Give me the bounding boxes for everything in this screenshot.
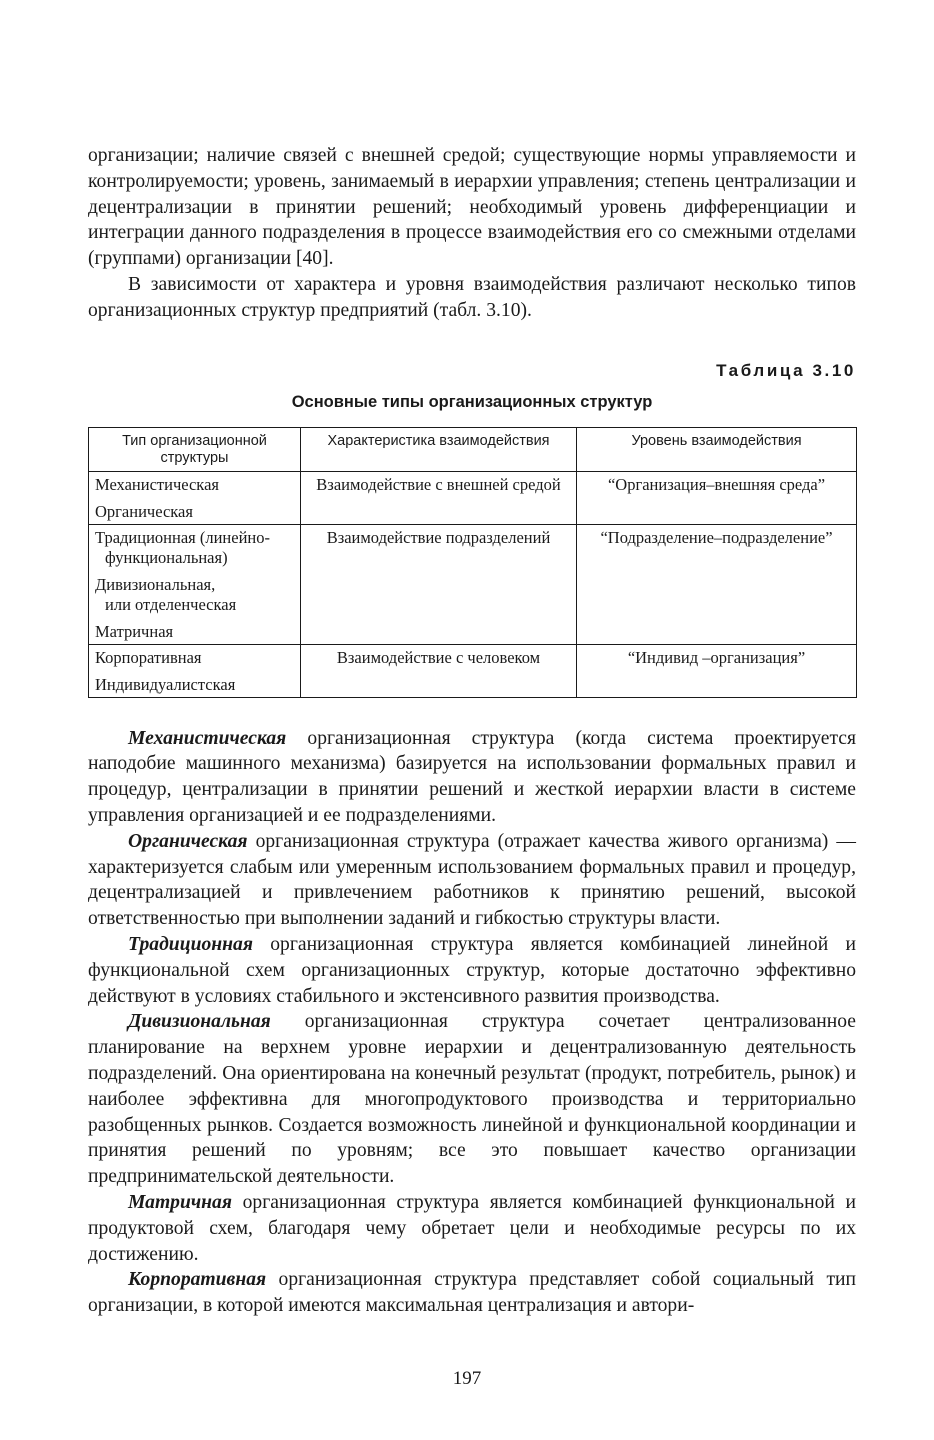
type-item <box>95 648 296 668</box>
type-cell <box>89 524 301 644</box>
type-name: Корпоративная <box>95 647 202 667</box>
level-cell: “Индивид –организация” <box>577 644 857 697</box>
definition-text: организационная структура является комбинацией функциональной и продуктовой схем, благодаря чему обретает цели и необходимые ресурсы по их достижению. <box>88 1191 856 1265</box>
header-type: Тип организационной структуры <box>89 427 301 471</box>
table-caption: Таблица 3.10 <box>716 360 856 380</box>
type-name: Механистическая <box>95 474 219 494</box>
table-row <box>89 471 857 524</box>
term: Механистическая <box>128 727 287 749</box>
term: Корпоративная <box>128 1269 267 1291</box>
type-cell <box>89 471 301 524</box>
term: Органическая <box>128 830 248 852</box>
term: Традиционная <box>128 933 253 955</box>
header-characteristic: Характеристика взаимодействия <box>301 427 577 471</box>
level-cell: “Организация–внешняя среда” <box>577 471 857 524</box>
org-structures-table <box>88 427 857 698</box>
body-text <box>88 726 856 1319</box>
type-name: Дивизиональная, <box>95 574 216 594</box>
type-name: Органическая <box>95 501 193 521</box>
type-name: Матричная <box>95 621 174 641</box>
definition-paragraph <box>88 829 856 932</box>
type-item <box>95 575 296 615</box>
definition-paragraph <box>88 1267 856 1319</box>
definition-text: организационная структура сочетает централизованное планирование на верхнем уровне иерархии и децентрализованную деятельность подразделений. Она ориентирована на конечный результат (продукт, потребитель, рынок) и наиболее эффективна для многопродуктового производства и территориально разобщенных рынков. Создается возможность линейной и функциональной координации и принятия решений по уровням; все это повышает качество организации предпринимательской деятельности. <box>88 1011 856 1188</box>
definition-paragraph <box>88 726 856 829</box>
characteristic-cell: Взаимодействие подразделений <box>301 524 577 644</box>
type-item <box>95 475 296 495</box>
type-item <box>95 502 296 522</box>
type-item <box>95 675 296 695</box>
type-item <box>95 528 296 568</box>
table-header-row <box>89 427 857 471</box>
definition-paragraph <box>88 1190 856 1267</box>
type-name-continued: функциональная) <box>105 547 228 567</box>
intro-paragraph-2: В зависимости от характера и уровня взаимодействия различают несколько типов организационных структур предприятий (табл. 3.10). <box>88 273 856 321</box>
characteristic-cell: Взаимодействие с человеком <box>301 644 577 697</box>
definition-paragraph <box>88 932 856 1009</box>
definition-paragraph <box>88 1009 856 1190</box>
type-item <box>95 622 296 642</box>
type-name-continued: или отделенческая <box>105 594 237 614</box>
term: Дивизиональная <box>128 1011 271 1033</box>
page-content <box>88 143 856 1319</box>
definition-text: организационная структура является комбинацией линейной и функциональной схем организационных структур, которые достаточно эффективно действуют в условиях стабильного и экстенсивного развития производства. <box>88 933 856 1007</box>
definition-text: организационная структура (отражает качества живого организма) — характеризуется слабым или умеренным использованием формальных правил и процедур, децентрализацией и привлечением работников к принятию решений, высокой ответственностью при выполнении заданий и гибкостью структуры власти. <box>88 830 856 930</box>
intro-paragraph-1: организации; наличие связей с внешней средой; существующие нормы управляемости и контролируемости; уровень, занимаемый в иерархии управления; степень централизации и децентрализации в принятии решений; необходимый уровень дифференциации и интеграции данного подразделения в процессе взаимодействия его со смежными отделами (группами) организации [40]. <box>88 145 856 270</box>
table-title: Основные типы организационных структур <box>291 392 653 411</box>
table-row <box>89 644 857 697</box>
header-level: Уровень взаимодействия <box>577 427 857 471</box>
level-cell: “Подразделение–подразделение” <box>577 524 857 644</box>
type-name: Индивидуалистская <box>95 674 236 694</box>
type-cell <box>89 644 301 697</box>
type-name: Традиционная (линейно- <box>95 527 270 547</box>
page-number: 197 <box>452 1368 482 1389</box>
characteristic-cell: Взаимодействие с внешней средой <box>301 471 577 524</box>
table-row <box>89 524 857 644</box>
definition-text: организационная структура (когда система проектируется наподобие машинного механизма) базируется на использовании формальных правил и процедур, централизации в принятии решений и жесткой иерархии власти в системе управления организацией и ее подразделениями. <box>88 727 856 826</box>
definition-text: организационная структура представляет собой социальный тип организации, в которой имеются максимальная централизация и автори- <box>88 1269 856 1317</box>
term: Матричная <box>128 1191 232 1213</box>
